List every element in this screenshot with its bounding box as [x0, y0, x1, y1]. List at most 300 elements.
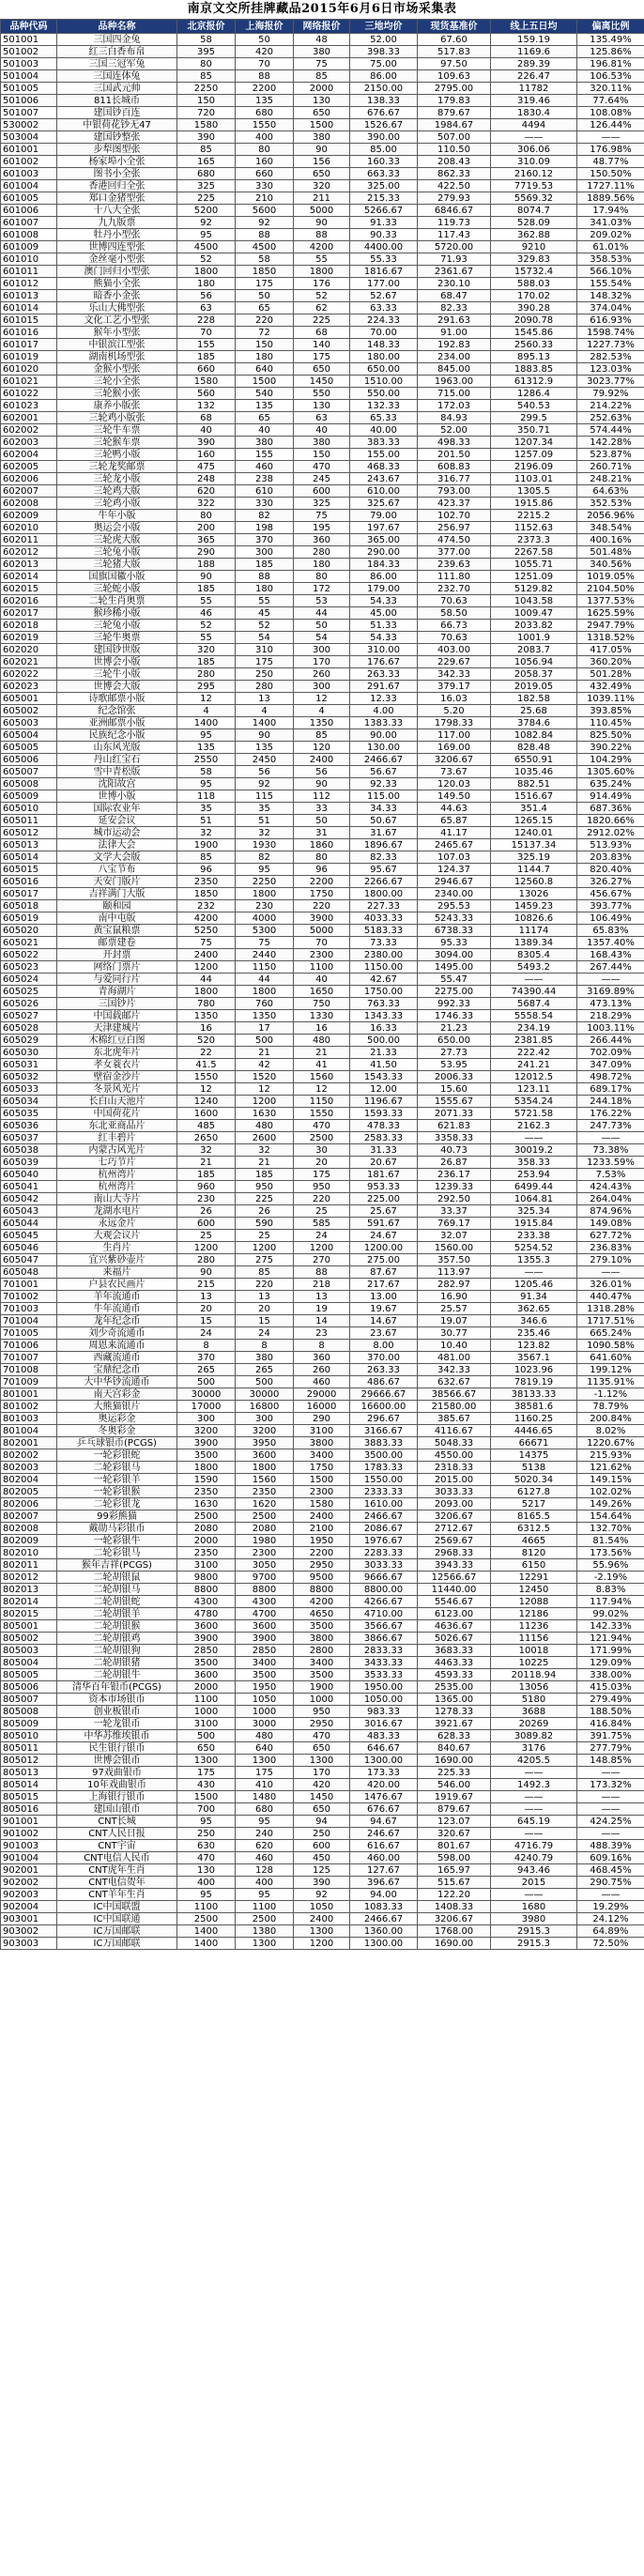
- cell-average-price: 296.67: [350, 1413, 418, 1425]
- cell-spot-benchmark: 165.97: [418, 1864, 491, 1877]
- cell-deviation-ratio: 1003.11%: [577, 1022, 644, 1035]
- cell-spot-benchmark: 67.60: [418, 34, 491, 46]
- cell-name: 世博会小版: [57, 656, 177, 668]
- cell-network-price: 600: [294, 1840, 350, 1852]
- cell-deviation-ratio: 81.54%: [577, 1535, 644, 1547]
- cell-name: IC万国邮联: [57, 1938, 177, 1950]
- cell-shanghai-price: 65: [236, 302, 294, 314]
- cell-name: 二轮胡银羊: [57, 1608, 177, 1620]
- cell-deviation-ratio: 393.77%: [577, 900, 644, 912]
- cell-spot-benchmark: 793.00: [418, 485, 491, 498]
- cell-online-5day-average: 12291: [491, 1572, 577, 1584]
- cell-online-5day-average: 11156: [491, 1633, 577, 1645]
- cell-network-price: 40: [294, 424, 350, 437]
- table-row: [1, 864, 644, 876]
- cell-deviation-ratio: 2912.02%: [577, 827, 644, 839]
- cell-name: 天安门版片: [57, 876, 177, 888]
- cell-network-price: 3400: [294, 1449, 350, 1462]
- cell-name: 三国钞片: [57, 998, 177, 1010]
- table-row: [1, 83, 644, 95]
- cell-online-5day-average: ——: [491, 1803, 577, 1816]
- cell-deviation-ratio: 121.94%: [577, 1633, 644, 1645]
- cell-deviation-ratio: 320.11%: [577, 83, 644, 95]
- table-row: [1, 778, 644, 790]
- cell-code: 605020: [1, 925, 57, 937]
- cell-shanghai-price: 128: [236, 1864, 294, 1877]
- table-row: [1, 449, 644, 461]
- cell-shanghai-price: 1200: [236, 1096, 294, 1108]
- cell-spot-benchmark: 1690.00: [418, 1755, 491, 1767]
- cell-name: 世博小版: [57, 790, 177, 803]
- cell-average-price: 420.00: [350, 1779, 418, 1791]
- cell-online-5day-average: ——: [491, 1767, 577, 1779]
- cell-online-5day-average: 3089.82: [491, 1730, 577, 1742]
- cell-online-5day-average: 5569.32: [491, 192, 577, 205]
- cell-average-price: 197.67: [350, 522, 418, 534]
- cell-online-5day-average: 390.28: [491, 302, 577, 314]
- cell-online-5day-average: 645.19: [491, 1816, 577, 1828]
- cell-spot-benchmark: 58.50: [418, 607, 491, 620]
- cell-average-price: 396.67: [350, 1877, 418, 1889]
- cell-average-price: 1750.00: [350, 986, 418, 998]
- cell-name: 杭州湾片: [57, 1181, 177, 1193]
- cell-online-5day-average: 528.09: [491, 217, 577, 229]
- cell-shanghai-price: 1200: [236, 1242, 294, 1254]
- cell-deviation-ratio: 341.03%: [577, 217, 644, 229]
- cell-deviation-ratio: ——: [577, 1803, 644, 1816]
- cell-spot-benchmark: 110.50: [418, 144, 491, 156]
- cell-network-price: 52: [294, 290, 350, 302]
- cell-online-5day-average: 1251.09: [491, 571, 577, 583]
- cell-deviation-ratio: 126.44%: [577, 119, 644, 131]
- cell-average-price: 2466.67: [350, 1913, 418, 1925]
- cell-name: CNT电信人民币: [57, 1852, 177, 1864]
- table-row: [1, 1144, 644, 1157]
- cell-network-price: 300: [294, 644, 350, 656]
- cell-code: 601019: [1, 351, 57, 363]
- cell-code: 605021: [1, 937, 57, 949]
- cell-average-price: 24.67: [350, 1230, 418, 1242]
- cell-beijing-price: 95: [177, 1816, 236, 1828]
- cell-beijing-price: 185: [177, 583, 236, 595]
- cell-name: 吉祥满门大版: [57, 888, 177, 900]
- cell-online-5day-average: 12560.8: [491, 876, 577, 888]
- cell-network-price: 85: [294, 729, 350, 742]
- cell-name: 二轮胡银猴: [57, 1620, 177, 1633]
- cell-online-5day-average: 222.42: [491, 1047, 577, 1059]
- cell-shanghai-price: 950: [236, 1181, 294, 1193]
- cell-spot-benchmark: 4463.33: [418, 1657, 491, 1669]
- cell-spot-benchmark: 1495.00: [418, 961, 491, 974]
- cell-beijing-price: 650: [177, 1742, 236, 1755]
- cell-deviation-ratio: 188.50%: [577, 1706, 644, 1718]
- cell-shanghai-price: 180: [236, 351, 294, 363]
- cell-code: 601010: [1, 253, 57, 266]
- cell-deviation-ratio: 347.09%: [577, 1059, 644, 1071]
- cell-shanghai-price: 3400: [236, 1657, 294, 1669]
- cell-average-price: 95.67: [350, 864, 418, 876]
- cell-deviation-ratio: 149.15%: [577, 1474, 644, 1486]
- cell-spot-benchmark: 2093.00: [418, 1498, 491, 1510]
- cell-online-5day-average: 2381.85: [491, 1035, 577, 1047]
- cell-code: 605026: [1, 998, 57, 1010]
- cell-network-price: 140: [294, 339, 350, 351]
- table-row: [1, 815, 644, 827]
- cell-network-price: 1900: [294, 1681, 350, 1694]
- cell-name: 宜兴紫砂壶片: [57, 1254, 177, 1266]
- cell-network-price: 12: [294, 1083, 350, 1096]
- table-row: [1, 1169, 644, 1181]
- cell-network-price: 3500: [294, 1669, 350, 1681]
- cell-average-price: 1050.00: [350, 1694, 418, 1706]
- cell-online-5day-average: 7819.19: [491, 1376, 577, 1388]
- cell-network-price: 48: [294, 34, 350, 46]
- cell-average-price: 468.33: [350, 461, 418, 473]
- table-row: [1, 1388, 644, 1401]
- cell-deviation-ratio: 149.08%: [577, 1218, 644, 1230]
- table-row: [1, 1816, 644, 1828]
- cell-network-price: 4: [294, 705, 350, 717]
- cell-deviation-ratio: 260.71%: [577, 461, 644, 473]
- cell-beijing-price: 3100: [177, 1559, 236, 1572]
- table-row: [1, 1462, 644, 1474]
- cell-code: 902003: [1, 1889, 57, 1901]
- cell-code: 601020: [1, 363, 57, 376]
- cell-name: 二轮胡银鼠: [57, 1572, 177, 1584]
- cell-shanghai-price: 370: [236, 534, 294, 546]
- cell-beijing-price: 85: [177, 851, 236, 864]
- cell-network-price: 2950: [294, 1718, 350, 1730]
- cell-deviation-ratio: 641.60%: [577, 1352, 644, 1364]
- cell-beijing-price: 15: [177, 1315, 236, 1327]
- cell-deviation-ratio: 820.40%: [577, 864, 644, 876]
- cell-deviation-ratio: 1019.05%: [577, 571, 644, 583]
- cell-average-price: 1816.67: [350, 266, 418, 278]
- cell-shanghai-price: 1980: [236, 1535, 294, 1547]
- cell-deviation-ratio: 171.99%: [577, 1645, 644, 1657]
- cell-deviation-ratio: 416.84%: [577, 1718, 644, 1730]
- cell-deviation-ratio: 2056.96%: [577, 510, 644, 522]
- table-row: [1, 1083, 644, 1096]
- cell-average-price: 2150.00: [350, 83, 418, 95]
- cell-deviation-ratio: 2104.50%: [577, 583, 644, 595]
- cell-shanghai-price: 2200: [236, 83, 294, 95]
- cell-code: 601003: [1, 168, 57, 180]
- cell-spot-benchmark: 992.33: [418, 998, 491, 1010]
- cell-name: 建国钞整张: [57, 131, 177, 144]
- table-row: [1, 412, 644, 424]
- cell-deviation-ratio: 498.72%: [577, 1071, 644, 1083]
- cell-online-5day-average: 2015: [491, 1877, 577, 1889]
- table-row: [1, 1279, 644, 1291]
- cell-name: 冬景风光片: [57, 1083, 177, 1096]
- cell-shanghai-price: 380: [236, 437, 294, 449]
- cell-deviation-ratio: 65.83%: [577, 925, 644, 937]
- cell-shanghai-price: 21: [236, 1157, 294, 1169]
- cell-network-price: 2400: [294, 754, 350, 766]
- cell-average-price: 14.67: [350, 1315, 418, 1327]
- table-row: [1, 607, 644, 620]
- header-online-5day-average: 线上五日均: [491, 20, 577, 34]
- table-row: [1, 888, 644, 900]
- cell-network-price: 1150: [294, 1096, 350, 1108]
- cell-code: 801003: [1, 1413, 57, 1425]
- cell-beijing-price: 215: [177, 1279, 236, 1291]
- cell-network-price: 156: [294, 156, 350, 168]
- cell-spot-benchmark: 6738.33: [418, 925, 491, 937]
- cell-network-price: 1100: [294, 961, 350, 974]
- cell-code: 805007: [1, 1694, 57, 1706]
- cell-network-price: 470: [294, 1120, 350, 1132]
- cell-average-price: 91.33: [350, 217, 418, 229]
- cell-name: 三轮猴车票: [57, 437, 177, 449]
- cell-code: 802014: [1, 1596, 57, 1608]
- cell-average-price: 1383.33: [350, 717, 418, 729]
- cell-deviation-ratio: 1135.91%: [577, 1376, 644, 1388]
- table-row: [1, 266, 644, 278]
- cell-online-5day-average: 5721.58: [491, 1108, 577, 1120]
- cell-spot-benchmark: 1984.67: [418, 119, 491, 131]
- cell-network-price: 650: [294, 168, 350, 180]
- cell-code: 802002: [1, 1449, 57, 1462]
- cell-name: 周恩来流通币: [57, 1340, 177, 1352]
- table-row: [1, 1596, 644, 1608]
- cell-network-price: 50: [294, 620, 350, 632]
- cell-name: 步犁图型张: [57, 144, 177, 156]
- cell-spot-benchmark: 608.83: [418, 461, 491, 473]
- table-row: [1, 1364, 644, 1376]
- cell-name: 一轮彩银牛: [57, 1535, 177, 1547]
- cell-average-price: 2266.67: [350, 876, 418, 888]
- cell-deviation-ratio: 55.96%: [577, 1559, 644, 1572]
- cell-average-price: 3166.67: [350, 1425, 418, 1437]
- cell-online-5day-average: 8120: [491, 1547, 577, 1559]
- cell-spot-benchmark: 91.00: [418, 327, 491, 339]
- cell-spot-benchmark: 1560.00: [418, 1242, 491, 1254]
- cell-network-price: 2950: [294, 1559, 350, 1572]
- cell-spot-benchmark: 21.23: [418, 1022, 491, 1035]
- cell-shanghai-price: 220: [236, 1279, 294, 1291]
- cell-code: 701008: [1, 1364, 57, 1376]
- cell-shanghai-price: 2500: [236, 1913, 294, 1925]
- cell-shanghai-price: 198: [236, 522, 294, 534]
- cell-code: 601023: [1, 400, 57, 412]
- cell-network-price: 90: [294, 144, 350, 156]
- cell-beijing-price: 1630: [177, 1498, 236, 1510]
- cell-network-price: 1300: [294, 1755, 350, 1767]
- cell-deviation-ratio: 142.33%: [577, 1620, 644, 1633]
- cell-average-price: 500.00: [350, 1035, 418, 1047]
- cell-spot-benchmark: 3206.67: [418, 1510, 491, 1523]
- cell-average-price: 1150.00: [350, 961, 418, 974]
- cell-name: 一轮彩银蛇: [57, 1449, 177, 1462]
- cell-spot-benchmark: 507.00: [418, 131, 491, 144]
- cell-name: 戴勋马彩银币: [57, 1523, 177, 1535]
- cell-beijing-price: 17000: [177, 1401, 236, 1413]
- cell-code: 602022: [1, 668, 57, 681]
- cell-beijing-price: 390: [177, 131, 236, 144]
- cell-deviation-ratio: 326.01%: [577, 1279, 644, 1291]
- cell-online-5day-average: 5354.24: [491, 1096, 577, 1108]
- cell-deviation-ratio: 424.25%: [577, 1816, 644, 1828]
- cell-deviation-ratio: 104.29%: [577, 754, 644, 766]
- header-spot-benchmark: 现货基准价: [418, 20, 491, 34]
- cell-deviation-ratio: 1820.66%: [577, 815, 644, 827]
- cell-beijing-price: 1200: [177, 961, 236, 974]
- cell-code: 605001: [1, 693, 57, 705]
- table-row: [1, 46, 644, 58]
- cell-online-5day-average: 15732.4: [491, 266, 577, 278]
- cell-average-price: 54.33: [350, 595, 418, 607]
- cell-spot-benchmark: 26.87: [418, 1157, 491, 1169]
- table-header-row: [1, 20, 644, 34]
- cell-code: 602020: [1, 644, 57, 656]
- cell-online-5day-average: 9210: [491, 241, 577, 253]
- cell-deviation-ratio: 73.38%: [577, 1144, 644, 1157]
- cell-shanghai-price: 1480: [236, 1791, 294, 1803]
- cell-beijing-price: 2550: [177, 754, 236, 766]
- cell-spot-benchmark: 25.57: [418, 1303, 491, 1315]
- cell-network-price: 75: [294, 58, 350, 70]
- cell-deviation-ratio: 135.49%: [577, 34, 644, 46]
- cell-shanghai-price: 3950: [236, 1437, 294, 1449]
- cell-online-5day-average: 6499.44: [491, 1181, 577, 1193]
- cell-online-5day-average: 235.46: [491, 1327, 577, 1340]
- cell-online-5day-average: 540.53: [491, 400, 577, 412]
- cell-spot-benchmark: 16.90: [418, 1291, 491, 1303]
- cell-shanghai-price: 330: [236, 498, 294, 510]
- cell-name: CNT电信贺年: [57, 1877, 177, 1889]
- cell-average-price: 56.67: [350, 766, 418, 778]
- cell-beijing-price: 660: [177, 363, 236, 376]
- table-row: [1, 1645, 644, 1657]
- cell-online-5day-average: 13026: [491, 888, 577, 900]
- cell-average-price: 227.33: [350, 900, 418, 912]
- cell-code: 903002: [1, 1925, 57, 1938]
- cell-spot-benchmark: 385.67: [418, 1413, 491, 1425]
- cell-shanghai-price: 420: [236, 46, 294, 58]
- cell-online-5day-average: 1240.01: [491, 827, 577, 839]
- cell-online-5day-average: 61312.9: [491, 376, 577, 388]
- header-code: 品种代码: [1, 20, 57, 34]
- cell-shanghai-price: 2850: [236, 1645, 294, 1657]
- cell-beijing-price: 52: [177, 253, 236, 266]
- cell-code: 902002: [1, 1877, 57, 1889]
- cell-shanghai-price: 150: [236, 339, 294, 351]
- cell-deviation-ratio: 488.39%: [577, 1840, 644, 1852]
- cell-shanghai-price: 26: [236, 1205, 294, 1218]
- cell-online-5day-average: 362.88: [491, 229, 577, 241]
- cell-beijing-price: 20: [177, 1303, 236, 1315]
- cell-code: 802012: [1, 1572, 57, 1584]
- cell-deviation-ratio: 417.05%: [577, 644, 644, 656]
- cell-beijing-price: 1300: [177, 1755, 236, 1767]
- cell-deviation-ratio: 338.00%: [577, 1669, 644, 1681]
- cell-code: 601015: [1, 314, 57, 327]
- cell-average-price: 130.00: [350, 742, 418, 754]
- cell-spot-benchmark: 650.00: [418, 1035, 491, 1047]
- cell-code: 601016: [1, 327, 57, 339]
- cell-average-price: 1343.33: [350, 1010, 418, 1022]
- cell-beijing-price: 92: [177, 217, 236, 229]
- cell-online-5day-average: ——: [491, 131, 577, 144]
- cell-shanghai-price: 1380: [236, 1925, 294, 1938]
- cell-name: 大熊猫银片: [57, 1401, 177, 1413]
- cell-average-price: 1543.33: [350, 1071, 418, 1083]
- table-row: [1, 144, 644, 156]
- cell-spot-benchmark: 192.83: [418, 339, 491, 351]
- cell-code: 605003: [1, 717, 57, 729]
- cell-name: 811长城币: [57, 95, 177, 107]
- table-row: [1, 70, 644, 83]
- cell-code: 501001: [1, 34, 57, 46]
- cell-beijing-price: 390: [177, 437, 236, 449]
- cell-online-5day-average: 350.71: [491, 424, 577, 437]
- cell-beijing-price: 150: [177, 95, 236, 107]
- cell-spot-benchmark: 295.53: [418, 900, 491, 912]
- cell-name: 世博会大版: [57, 681, 177, 693]
- cell-name: IC中国联通: [57, 1913, 177, 1925]
- cell-online-5day-average: ——: [491, 1132, 577, 1144]
- cell-spot-benchmark: 239.63: [418, 559, 491, 571]
- cell-online-5day-average: 2090.78: [491, 314, 577, 327]
- cell-online-5day-average: 3567.1: [491, 1352, 577, 1364]
- cell-name: 红丰碧片: [57, 1132, 177, 1144]
- cell-deviation-ratio: ——: [577, 1767, 644, 1779]
- cell-network-price: 16000: [294, 1401, 350, 1413]
- cell-average-price: 4.00: [350, 705, 418, 717]
- cell-online-5day-average: 588.03: [491, 278, 577, 290]
- cell-network-price: 20: [294, 1157, 350, 1169]
- cell-shanghai-price: 88: [236, 70, 294, 83]
- cell-deviation-ratio: 236.83%: [577, 1242, 644, 1254]
- cell-online-5day-average: 289.39: [491, 58, 577, 70]
- cell-shanghai-price: 480: [236, 1730, 294, 1742]
- cell-name: 文化工艺小型张: [57, 314, 177, 327]
- cell-average-price: 86.00: [350, 70, 418, 83]
- cell-average-price: 1200.00: [350, 1242, 418, 1254]
- cell-network-price: 220: [294, 900, 350, 912]
- cell-network-price: 260: [294, 1364, 350, 1376]
- cell-average-price: 1800.00: [350, 888, 418, 900]
- cell-code: 805008: [1, 1706, 57, 1718]
- cell-deviation-ratio: 17.94%: [577, 205, 644, 217]
- cell-spot-benchmark: 4116.67: [418, 1425, 491, 1437]
- cell-code: 601004: [1, 180, 57, 192]
- cell-beijing-price: 2500: [177, 1510, 236, 1523]
- cell-code: 605010: [1, 803, 57, 815]
- cell-online-5day-average: 7719.53: [491, 180, 577, 192]
- table-row: [1, 1694, 644, 1706]
- cell-average-price: 42.67: [350, 974, 418, 986]
- cell-network-price: 33: [294, 803, 350, 815]
- cell-deviation-ratio: 340.56%: [577, 559, 644, 571]
- cell-network-price: 68: [294, 327, 350, 339]
- cell-beijing-price: 1500: [177, 1791, 236, 1803]
- cell-network-price: 195: [294, 522, 350, 534]
- table-row: [1, 1657, 644, 1669]
- cell-name: 上海银行银币: [57, 1791, 177, 1803]
- table-row: [1, 1425, 644, 1437]
- table-row: [1, 1633, 644, 1645]
- cell-online-5day-average: 25.68: [491, 705, 577, 717]
- cell-beijing-price: 200: [177, 522, 236, 534]
- cell-shanghai-price: 1300: [236, 1938, 294, 1950]
- cell-spot-benchmark: 379.17: [418, 681, 491, 693]
- cell-shanghai-price: 25: [236, 1230, 294, 1242]
- cell-average-price: 180.00: [350, 351, 418, 363]
- cell-code: 601011: [1, 266, 57, 278]
